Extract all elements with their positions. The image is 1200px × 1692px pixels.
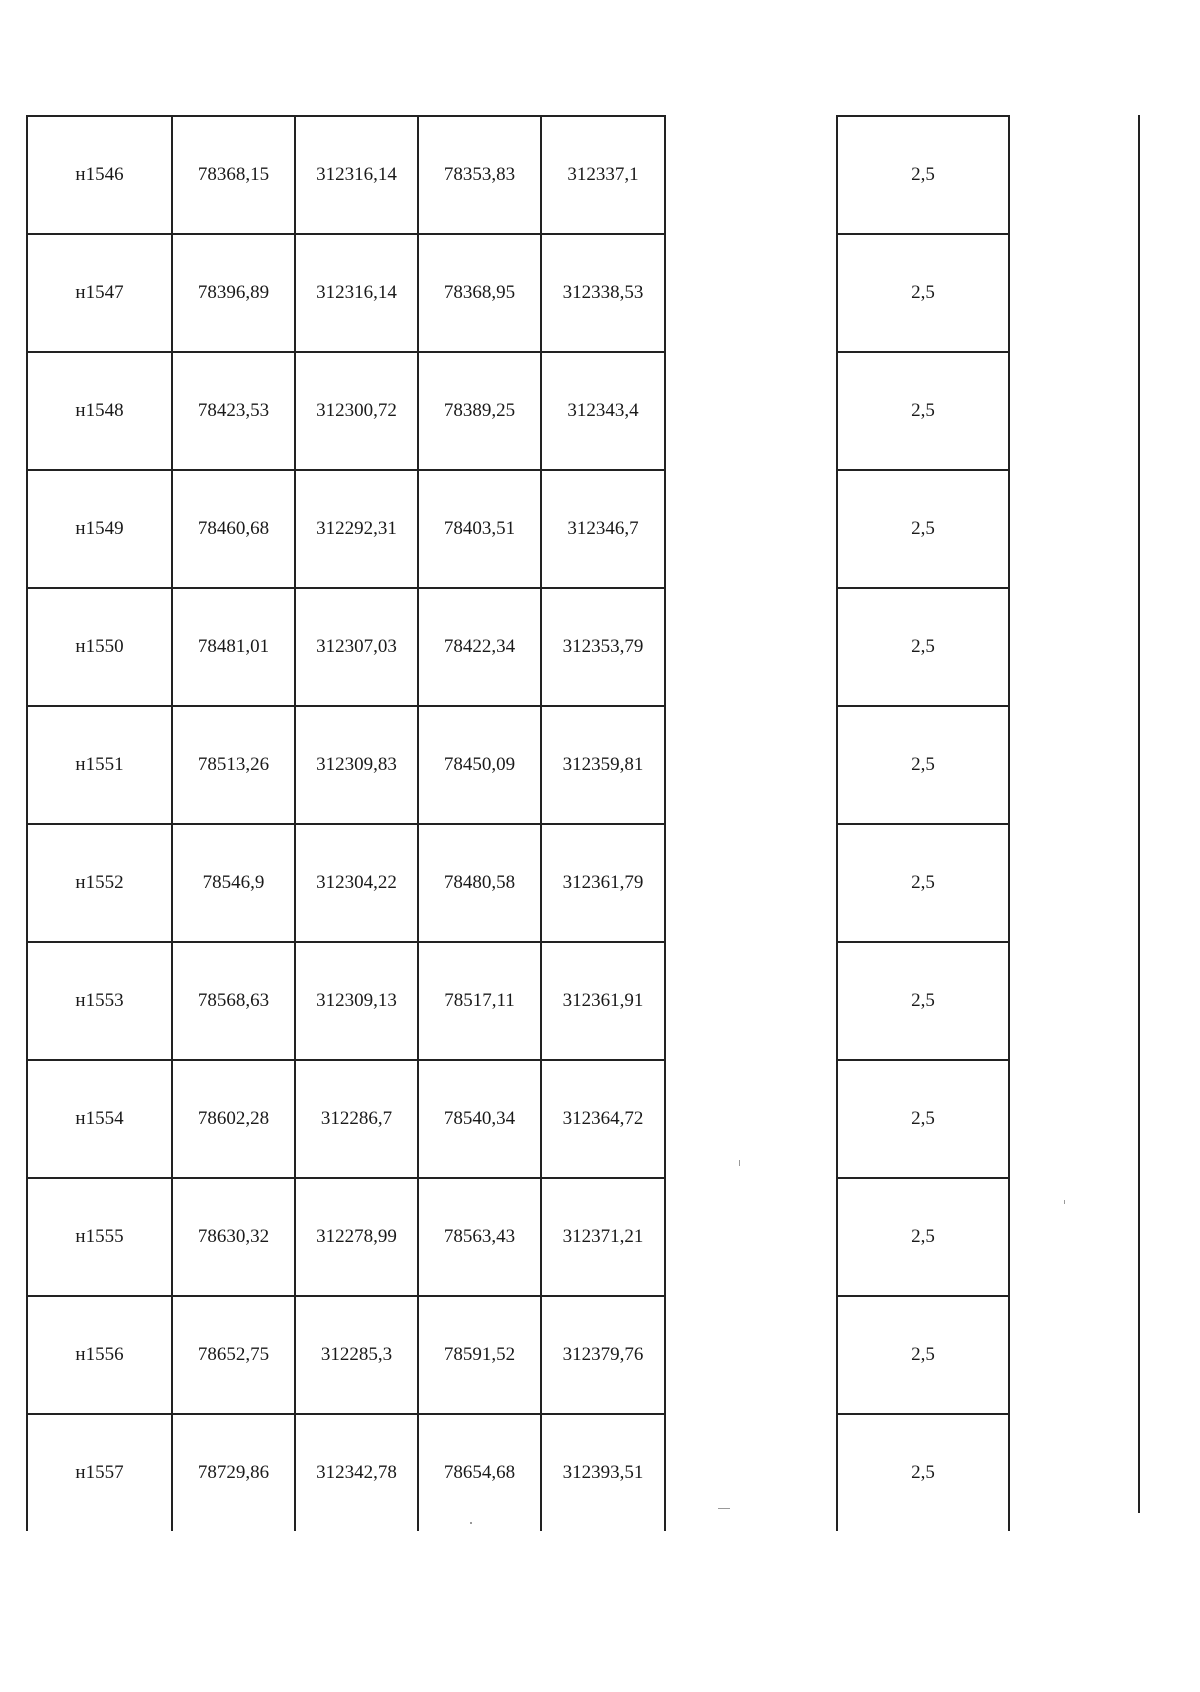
- table-row: [28, 1297, 666, 1415]
- accuracy-cell: 2,5: [838, 1061, 1008, 1179]
- y-old-cell: 312309,83: [296, 707, 419, 823]
- y-new-cell: 312337,1: [542, 117, 666, 233]
- y-new-cell: 312353,79: [542, 589, 666, 705]
- accuracy-cell: 2,5: [838, 943, 1008, 1061]
- y-old-cell: 312316,14: [296, 117, 419, 233]
- y-new-cell: 312361,91: [542, 943, 666, 1059]
- x-old-cell: 78513,26: [173, 707, 296, 823]
- x-old-cell: 78602,28: [173, 1061, 296, 1177]
- table-row: [28, 471, 666, 589]
- x-old-cell: 78368,15: [173, 117, 296, 233]
- scan-speck: [1064, 1200, 1065, 1204]
- point-id-cell: н1556: [28, 1297, 173, 1413]
- x-old-cell: 78568,63: [173, 943, 296, 1059]
- point-id-cell: н1549: [28, 471, 173, 587]
- point-id-cell: н1552: [28, 825, 173, 941]
- accuracy-cell: 2,5: [838, 117, 1008, 235]
- x-new-cell: 78480,58: [419, 825, 542, 941]
- y-old-cell: 312285,3: [296, 1297, 419, 1413]
- x-old-cell: 78630,32: [173, 1179, 296, 1295]
- accuracy-cell: 2,5: [838, 1179, 1008, 1297]
- y-new-cell: 312359,81: [542, 707, 666, 823]
- point-id-cell: н1550: [28, 589, 173, 705]
- coordinates-table: [26, 115, 666, 1531]
- x-new-cell: 78403,51: [419, 471, 542, 587]
- scan-speck: [739, 1160, 740, 1166]
- point-id-cell: н1548: [28, 353, 173, 469]
- y-old-cell: 312286,7: [296, 1061, 419, 1177]
- y-new-cell: 312338,53: [542, 235, 666, 351]
- table-row: [28, 1179, 666, 1297]
- y-new-cell: 312379,76: [542, 1297, 666, 1413]
- point-id-cell: н1546: [28, 117, 173, 233]
- table-row: [28, 943, 666, 1061]
- table-row: [28, 589, 666, 707]
- table-row: [28, 235, 666, 353]
- table-row: [28, 825, 666, 943]
- y-new-cell: 312371,21: [542, 1179, 666, 1295]
- x-old-cell: 78396,89: [173, 235, 296, 351]
- accuracy-cell: 2,5: [838, 1297, 1008, 1415]
- y-old-cell: 312300,72: [296, 353, 419, 469]
- y-new-cell: 312346,7: [542, 471, 666, 587]
- accuracy-column: [836, 115, 1010, 1531]
- y-old-cell: 312292,31: [296, 471, 419, 587]
- x-new-cell: 78353,83: [419, 117, 542, 233]
- y-old-cell: 312304,22: [296, 825, 419, 941]
- x-new-cell: 78422,34: [419, 589, 542, 705]
- y-new-cell: 312364,72: [542, 1061, 666, 1177]
- x-new-cell: 78540,34: [419, 1061, 542, 1177]
- table-row: [28, 1061, 666, 1179]
- accuracy-cell: 2,5: [838, 707, 1008, 825]
- y-new-cell: 312343,4: [542, 353, 666, 469]
- x-old-cell: 78460,68: [173, 471, 296, 587]
- table-row: [28, 117, 666, 235]
- right-border-line: [1138, 115, 1140, 1513]
- y-old-cell: 312316,14: [296, 235, 419, 351]
- x-old-cell: 78423,53: [173, 353, 296, 469]
- y-old-cell: 312278,99: [296, 1179, 419, 1295]
- y-old-cell: 312342,78: [296, 1415, 419, 1531]
- x-old-cell: 78546,9: [173, 825, 296, 941]
- x-new-cell: 78654,68: [419, 1415, 542, 1531]
- accuracy-cell: 2,5: [838, 471, 1008, 589]
- x-new-cell: 78563,43: [419, 1179, 542, 1295]
- accuracy-cell: 2,5: [838, 235, 1008, 353]
- x-old-cell: 78729,86: [173, 1415, 296, 1531]
- x-new-cell: 78591,52: [419, 1297, 542, 1413]
- point-id-cell: н1547: [28, 235, 173, 351]
- point-id-cell: н1551: [28, 707, 173, 823]
- y-old-cell: 312309,13: [296, 943, 419, 1059]
- accuracy-cell: 2,5: [838, 589, 1008, 707]
- point-id-cell: н1554: [28, 1061, 173, 1177]
- accuracy-cell: 2,5: [911, 1462, 935, 1483]
- table-row: [28, 353, 666, 471]
- x-new-cell: 78517,11: [419, 943, 542, 1059]
- x-new-cell: 78450,09: [419, 707, 542, 823]
- scan-speck: [718, 1508, 730, 1509]
- point-id-cell: н1555: [28, 1179, 173, 1295]
- accuracy-cell: 2,5: [838, 825, 1008, 943]
- y-new-cell: 312393,51: [542, 1415, 666, 1531]
- point-id-cell: н1553: [28, 943, 173, 1059]
- y-old-cell: 312307,03: [296, 589, 419, 705]
- y-new-cell: 312361,79: [542, 825, 666, 941]
- scan-speck: [470, 1522, 472, 1524]
- table-row: [28, 707, 666, 825]
- x-old-cell: 78481,01: [173, 589, 296, 705]
- table-row: [28, 1415, 666, 1531]
- point-id-cell: н1557: [28, 1415, 173, 1531]
- accuracy-cell: 2,5: [838, 353, 1008, 471]
- x-new-cell: 78389,25: [419, 353, 542, 469]
- x-old-cell: 78652,75: [173, 1297, 296, 1413]
- x-new-cell: 78368,95: [419, 235, 542, 351]
